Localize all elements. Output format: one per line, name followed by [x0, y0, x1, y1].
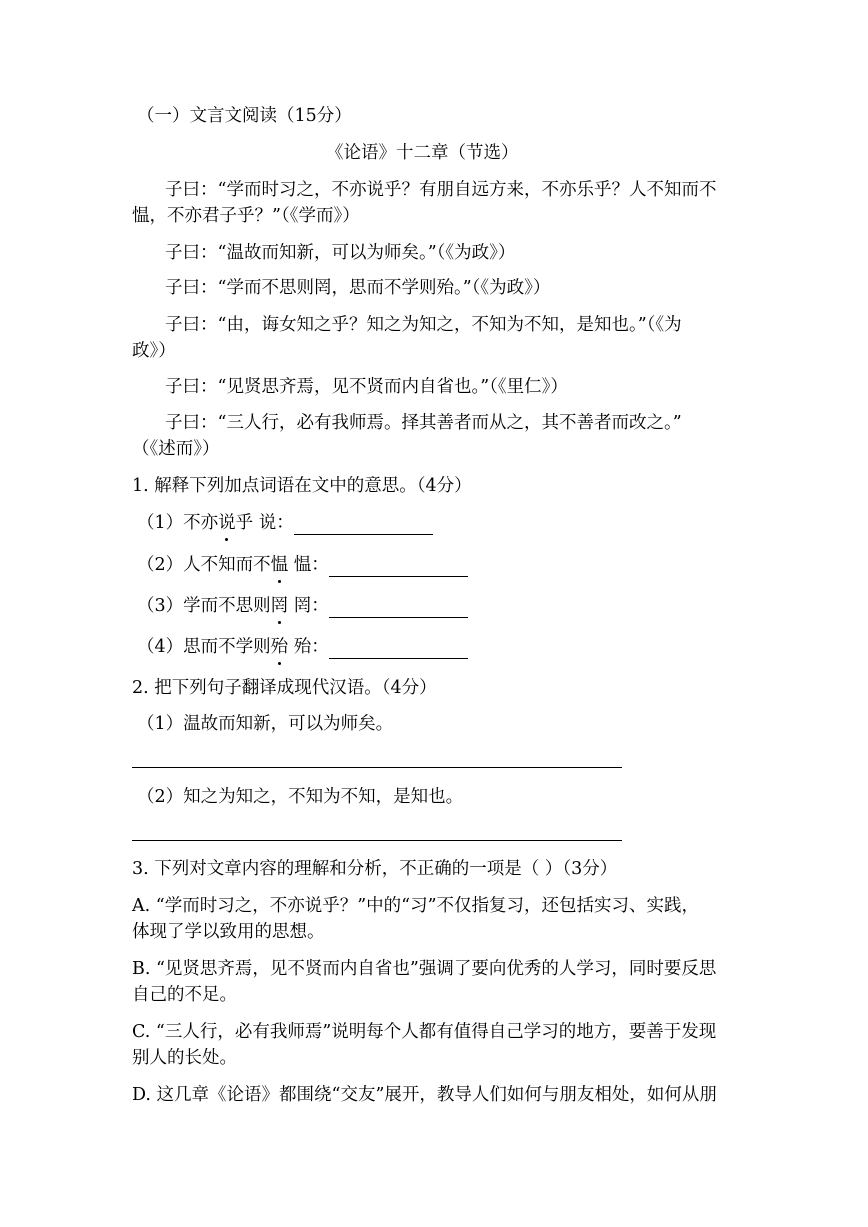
- question-2-sentence-1: （1）温故而知新，可以为师矣。: [137, 714, 394, 734]
- answer-blank[interactable]: [329, 640, 468, 659]
- item-text-after: 乎 说：: [235, 513, 294, 533]
- question-3-stem: 3. 下列对文章内容的理解和分析，不正确的一项是（ ）（3分）: [132, 859, 618, 879]
- emphasized-char: 殆: [271, 635, 289, 659]
- question-1-stem: 1. 解释下列加点词语在文中的意思。（4分）: [132, 476, 472, 496]
- item-text-after: 殆：: [288, 637, 329, 657]
- question-2-stem: 2. 把下列句子翻译成现代汉语。（4分）: [132, 678, 437, 698]
- question-1-item-2: [137, 553, 468, 577]
- passage-paragraph-2: 子曰：“温故而知新，可以为师矣。”（《为政》）: [165, 243, 516, 263]
- option-c-line-2: 别人的长处。: [132, 1048, 237, 1068]
- passage-paragraph-6-line-1: 子曰：“三人行，必有我师焉。择其善者而从之，其不善者而改之。”: [165, 413, 682, 433]
- section-heading: （一）文言文阅读（15分）: [137, 106, 352, 126]
- question-1-item-3: [137, 594, 468, 618]
- answer-line[interactable]: [132, 840, 622, 841]
- passage-paragraph-3: 子曰：“学而不思则罔，思而不学则殆。”（《为政》）: [165, 278, 551, 298]
- question-1-item-1: [137, 511, 433, 535]
- item-text-before: （2）人不知而不: [137, 555, 271, 575]
- passage-paragraph-4-line-2: 政》）: [132, 341, 176, 361]
- item-text-before: （3）学而不思则: [137, 596, 271, 616]
- option-b-line-2: 自己的不足。: [132, 985, 237, 1005]
- item-text-after: 愠：: [288, 555, 329, 575]
- question-2-sentence-2: （2）知之为知之，不知为不知，是知也。: [137, 787, 464, 807]
- answer-blank[interactable]: [329, 558, 468, 577]
- option-a-line-1: A. “学而时习之，不亦说乎？”中的“习”不仅指复习，还包括实习、实践，: [132, 896, 700, 916]
- passage-paragraph-5: 子曰：“见贤思齐焉，见不贤而内自省也。”（《里仁》）: [165, 377, 568, 397]
- emphasized-char: 罔: [271, 594, 289, 618]
- emphasis-dot-icon: [278, 580, 281, 583]
- emphasis-dot-icon: [278, 662, 281, 665]
- option-b-line-1: B. “见贤思齐焉，见不贤而内自省也”强调了要向优秀的人学习，同时要反思: [132, 959, 717, 979]
- answer-blank[interactable]: [294, 516, 433, 535]
- option-c-line-1: C. “三人行，必有我师焉”说明每个人都有值得自己学习的地方，要善于发现: [132, 1022, 717, 1042]
- item-text-before: （4）思而不学则: [137, 637, 271, 657]
- passage-paragraph-1-line-2: 愠，不亦君子乎？”（《学而》）: [132, 206, 360, 226]
- emphasis-dot-icon: [278, 621, 281, 624]
- passage-paragraph-4-line-1: 子曰：“由，诲女知之乎？知之为知之，不知为不知，是知也。”（《为: [165, 315, 682, 335]
- item-text-after: 罔：: [288, 596, 329, 616]
- passage-paragraph-1-line-1: 子曰：“学而时习之，不亦说乎？有朋自远方来，不亦乐乎？人不知而不: [165, 180, 717, 200]
- emphasized-char: 说: [218, 511, 236, 535]
- answer-line[interactable]: [132, 767, 622, 768]
- question-1-item-4: [137, 635, 468, 659]
- passage-title: 《论语》十二章（节选）: [326, 143, 519, 163]
- emphasized-char: 愠: [271, 553, 289, 577]
- answer-blank[interactable]: [329, 599, 468, 618]
- emphasis-dot-icon: [225, 538, 228, 541]
- option-d-line-1: D. 这几章《论语》都围绕“交友”展开，教导人们如何与朋友相处，如何从朋: [132, 1085, 717, 1105]
- passage-paragraph-6-line-2: （《述而》）: [132, 439, 220, 459]
- option-a-line-2: 体现了学以致用的思想。: [132, 922, 325, 942]
- item-text-before: （1）不亦: [137, 513, 219, 533]
